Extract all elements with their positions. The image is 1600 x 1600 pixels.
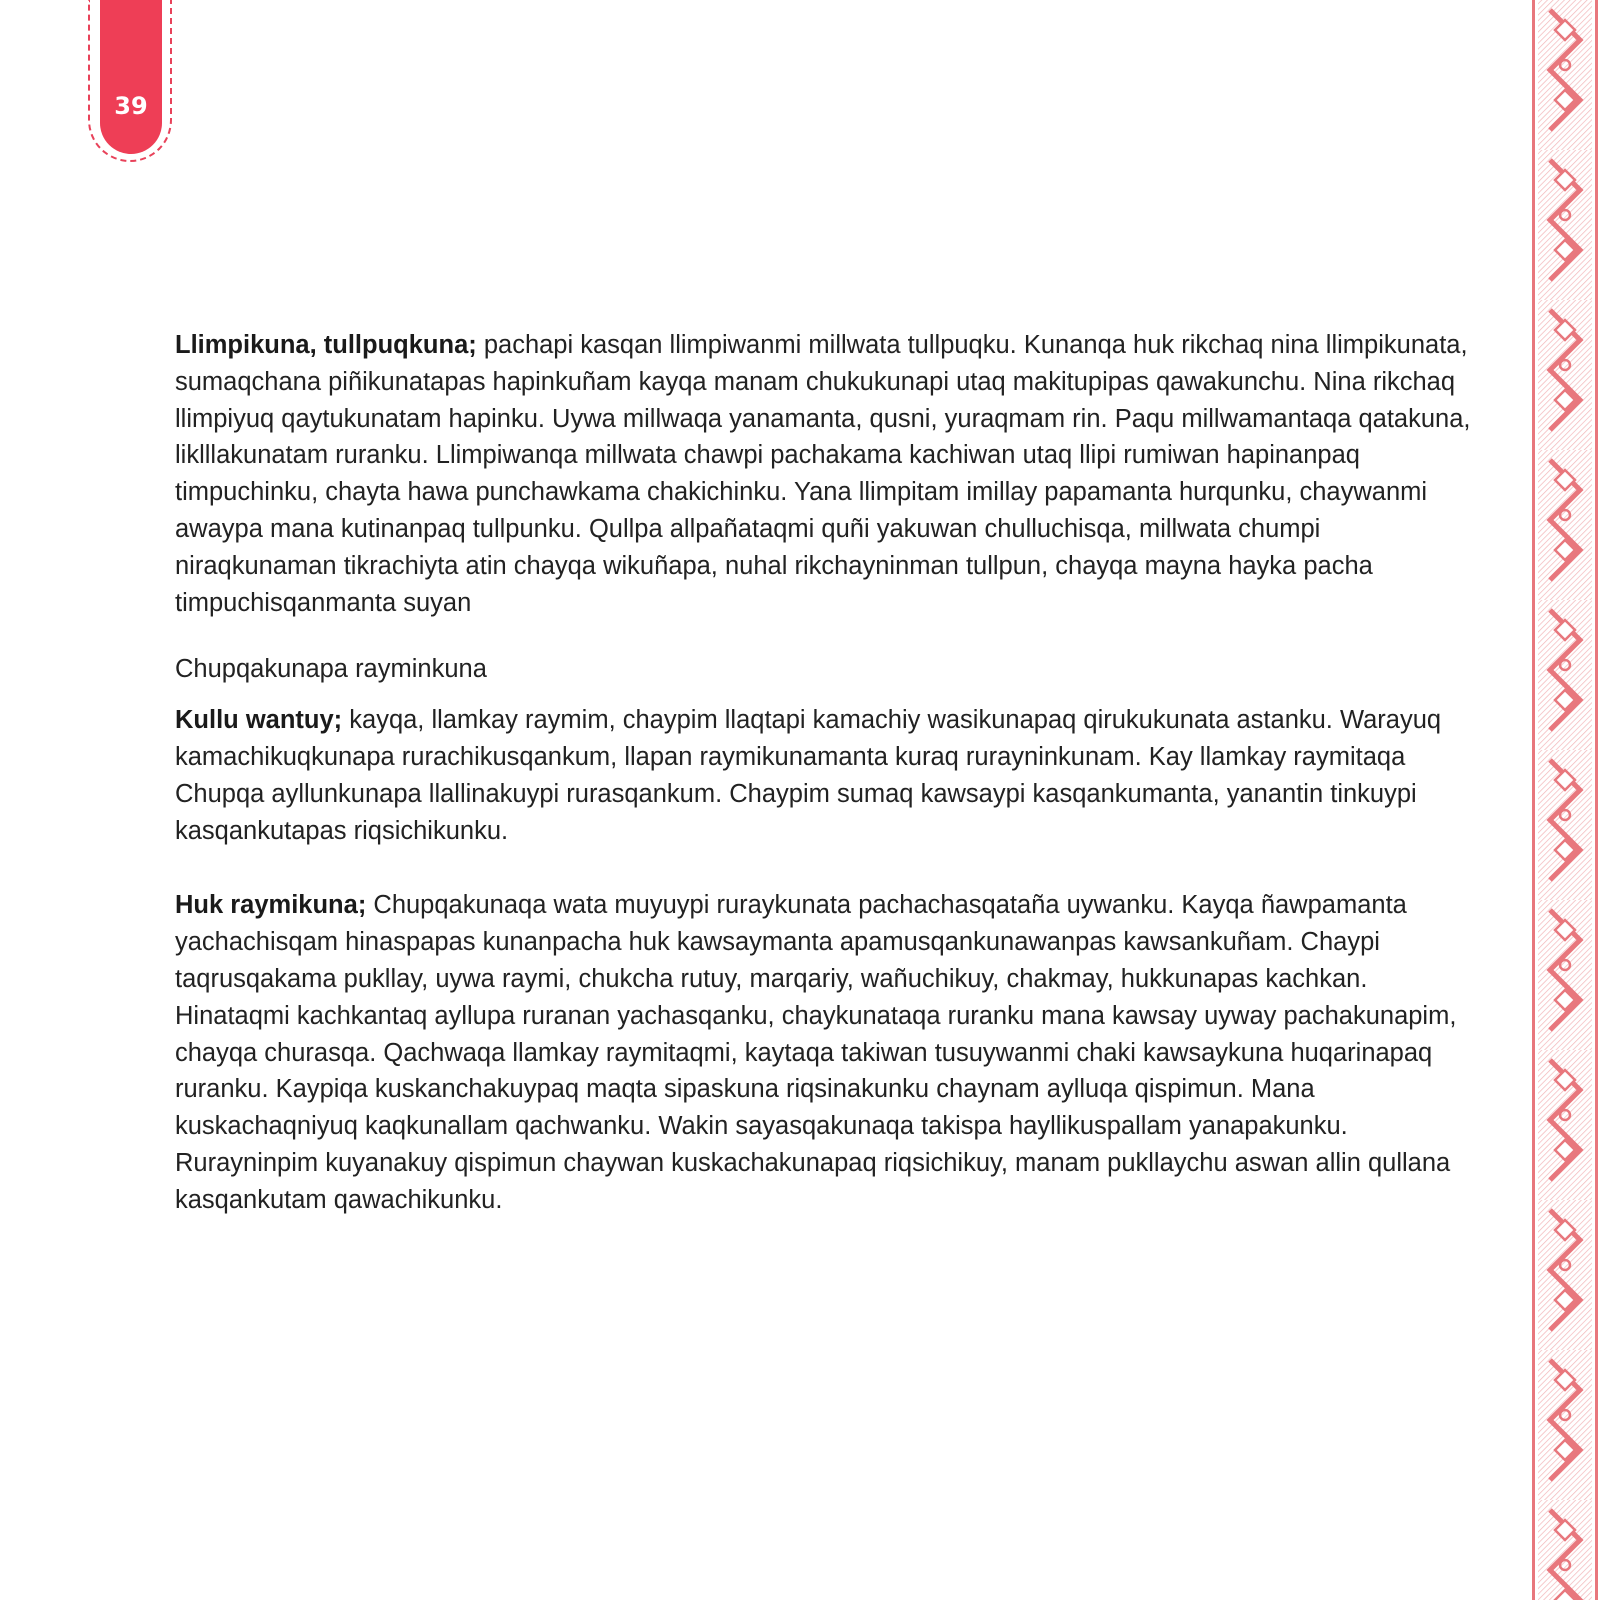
- page-number-badge: [100, 0, 162, 154]
- section-heading: Chupqakunapa rayminkuna: [175, 655, 487, 684]
- paragraph-kullu-wantuy: [175, 702, 1480, 849]
- paragraph-lead: Huk raymikuna;: [175, 891, 367, 920]
- paragraph-lead: Kullu wantuy;: [175, 706, 343, 735]
- page-body: [175, 327, 1480, 1219]
- paragraph-festivals: [175, 887, 1480, 1218]
- paragraph-dyeing: [175, 327, 1480, 621]
- paragraph-text: kayqa, llamkay raymim, chaypim llaqtapi kamachiy wasikunapaq qirukukunata astanku. Warayuq kamachikuqkunapa rurachikusqankum, llapan raymikunamanta kuraq rurayninkunam. Kay llamkay raymitaqa Chupqa ayllunkunapa llallinakuypi rurasqankum. Chaypim sumaq kawsaypi kasqankumanta, yanantin tinkuypi kasqankutapas riqsichikunku.: [175, 706, 1442, 845]
- paragraph-text: Chupqakunaqa wata muyuypi ruraykunata pachachasqataña uywanku. Kayqa ñawpamanta yachachisqam hinaspapas kunanpacha huk kawsaymanta apamusqankunawanpas kawsankuñam. Chaypi taqrusqakama pukllay, uywa raymi, chukcha rutuy, marqariy, wañuchikuy, chakmay, hukkunapas kachkan. Hinataqmi kachkantaq ayllupa ruranan yachasqanku, chaykunataqa ruranku mana kawsay uyway pachakunapim, chayqa churasqa. Qachwaqa llamkay raymitaqmi, kaytaqa takiwan tusuywanmi chaki kawsaykuna huqarinapaq ruranku. Kaypiqa kuskanchakuypaq maqta sipaskuna riqsinakunku chaynam aylluqa qispimun. Mana kuskachaqniyuq kaqkunallam qachwanku. Wakin sayasqakunaqa takispa hayllikuspallam yanapakunku. Rurayninpim kuyanakuy qispimun chaywan kuskachakunapaq riqsichikuy, manam pukllaychu aswan allin qullana kasqankutam qawachikunku.: [175, 891, 1457, 1214]
- textile-border-decoration: [1530, 0, 1600, 1600]
- paragraph-lead: Llimpikuna, tullpuqkuna;: [175, 331, 477, 359]
- paragraph-text: pachapi kasqan llimpiwanmi millwata tullpuqku. Kunanqa huk rikchaq nina llimpikunata, sumaqchana piñikunatapas hapinkuñam kayqa manam chukukunapi utaq makitupipas qawakunchu. Nina rikchaq llimpiyuq qaytukunatam hapinku. Uywa millwaqa yanamanta, qusni, yuraqmam rin. Paqu millwamantaqa qatakuna, liklllakunatam ruranku. Llimpiwanqa millwata chawpi pachakama kachiwan utaq llipi rumiwan hapinanpaq timpuchinku, chayta hawa punchawkama chakichinku. Yana llimpitam imillay papamanta hurqunku, chaywanmi awaypa mana kutinanpaq tullpunku. Qullpa allpañataqmi quñi yakuwan chulluchisqa, millwata chumpi niraqkunaman tikrachiyta atin chayqa wikuñapa, nuhal rikchayninman tullpun, chayqa mayna hayka pacha timpuchisqanmanta suyan: [175, 331, 1471, 617]
- page-number: 39: [114, 92, 148, 120]
